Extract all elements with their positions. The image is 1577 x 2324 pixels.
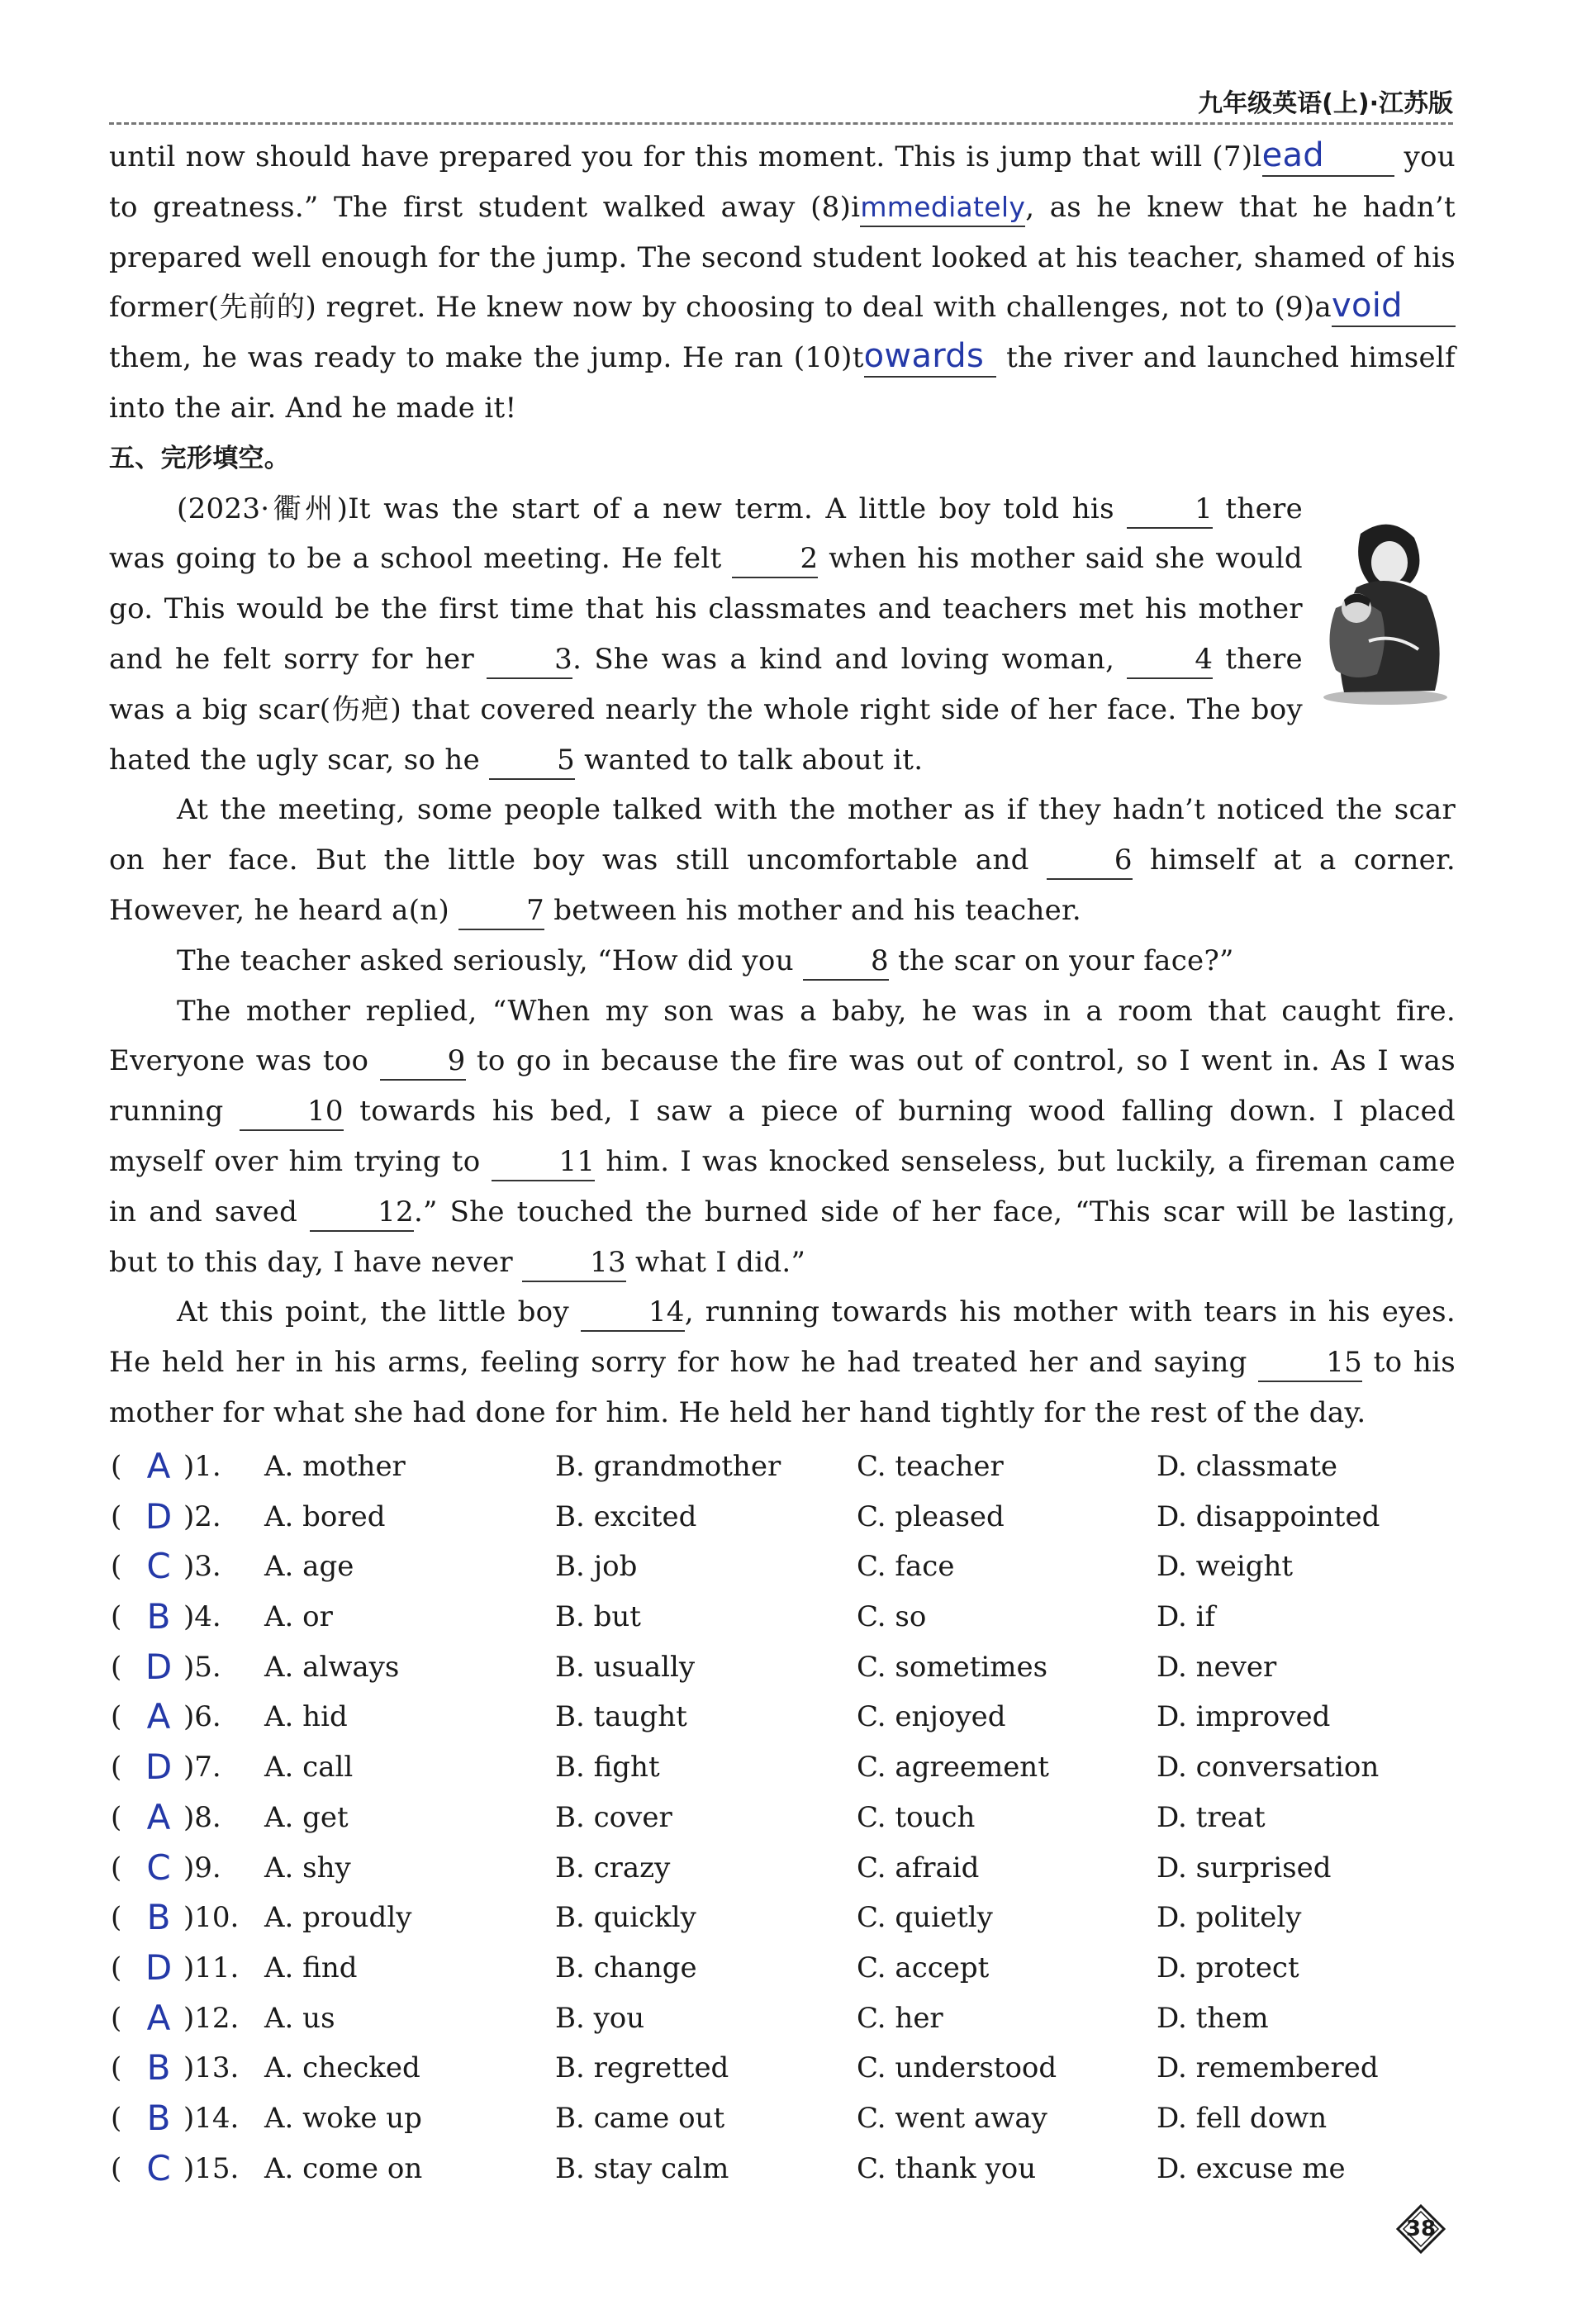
option-c: C. agreement (857, 1751, 1049, 1785)
blank-1: 1 (1127, 491, 1213, 529)
question-number: )4. (183, 1600, 221, 1634)
option-row-3 (109, 1542, 1472, 1592)
cloze-text: wanted to talk about it. (575, 743, 924, 777)
option-row-10 (109, 1893, 1472, 1943)
page-number: 38 (1405, 2217, 1437, 2241)
question-number: )14. (183, 2101, 240, 2135)
blank-5: 5 (489, 742, 575, 780)
option-c: C. understood (857, 2051, 1057, 2085)
blank-6: 6 (1047, 842, 1133, 880)
paren: ( (111, 1851, 122, 1884)
cloze-text: At the meeting, some people talked with the mother as if they hadn’t noticed the scar on her face. But the little boy was still uncomfortable and (109, 793, 1456, 877)
handwritten-answer: mmediately (860, 190, 1026, 223)
option-a: A. call (264, 1751, 354, 1785)
option-d: D. protect (1157, 1951, 1299, 1984)
page-number-badge (1396, 2204, 1446, 2254)
cloze-paragraph-5 (109, 1287, 1456, 1438)
cloze-paragraph-1 (109, 484, 1456, 786)
mother-son-illustration (1311, 517, 1456, 707)
option-a: A. age (264, 1550, 354, 1584)
question-number: )15. (183, 2151, 240, 2185)
paren: ( (111, 1450, 122, 1483)
section-title: 五、完形填空。 (109, 443, 291, 473)
option-b: B. stay calm (555, 2151, 729, 2185)
option-row-13 (109, 2043, 1472, 2094)
paren: ( (111, 2151, 122, 2185)
option-c: C. her (857, 2001, 943, 2035)
question-number: )10. (183, 1901, 240, 1935)
option-row-14 (109, 2094, 1472, 2144)
blank-11: 11 (492, 1143, 596, 1181)
cloze-text: . She was a kind and loving woman, (572, 642, 1128, 676)
option-d: D. surprised (1157, 1851, 1332, 1884)
cloze-text: to his mother for what she had done for him. He held her hand tightly for the rest of the day. (109, 1346, 1456, 1429)
option-a: A. proudly (264, 1901, 412, 1935)
option-a: A. always (264, 1650, 400, 1684)
option-c: C. quietly (857, 1901, 993, 1935)
cloze-text: when his mother said she would go. This would be the first time that his classmates and teachers met his mother and he felt sorry for her (109, 542, 1303, 676)
handwritten-answer: B (146, 1897, 171, 1938)
option-b: B. but (555, 1600, 641, 1634)
option-c: C. teacher (857, 1450, 1004, 1483)
option-d: D. fell down (1157, 2101, 1328, 2135)
question-number: )7. (183, 1751, 221, 1785)
option-c: C. so (857, 1600, 927, 1634)
option-c: C. touch (857, 1800, 976, 1834)
cloze-text: himself at a corner. However, he heard a(n) (109, 844, 1456, 927)
option-d: D. remembered (1157, 2051, 1379, 2085)
handwritten-answer: C (146, 1546, 171, 1587)
cloze-text: there was a big scar(伤疤) that covered nearly the whole right side of her face. The boy hated the ugly scar, so he (109, 642, 1303, 777)
question-number: )11. (183, 1951, 240, 1984)
option-d: D. disappointed (1157, 1499, 1380, 1533)
option-a: A. or (264, 1600, 333, 1634)
option-row-4 (109, 1592, 1472, 1642)
option-a: A. get (264, 1800, 349, 1834)
option-d: D. weight (1157, 1550, 1294, 1584)
handwritten-answer: owards (863, 337, 985, 376)
handwritten-answer: B (146, 1596, 171, 1637)
option-b: B. usually (555, 1650, 696, 1684)
blank-15: 15 (1258, 1344, 1362, 1382)
handwritten-answer: A (146, 1997, 171, 2038)
option-row-2 (109, 1492, 1472, 1542)
option-c: C. went away (857, 2101, 1047, 2135)
cloze-text: The mother replied, “When my son was a baby, he was in a room that caught fire. Everyone was too (109, 994, 1456, 1078)
question-number: )6. (183, 1700, 221, 1734)
passage-text: them, he was ready to make the jump. He ran (10)t (109, 341, 864, 375)
option-d: D. improved (1157, 1700, 1331, 1734)
paren: ( (111, 1800, 122, 1834)
option-c: C. enjoyed (857, 1700, 1006, 1734)
option-c: C. face (857, 1550, 955, 1584)
paren: ( (111, 2001, 122, 2035)
passage-text: until now should have prepared you for this moment. This is jump that will (7)l (109, 140, 1262, 173)
option-row-5 (109, 1642, 1472, 1693)
option-c: C. accept (857, 1951, 990, 1984)
paren: ( (111, 2101, 122, 2135)
blank-14: 14 (581, 1294, 685, 1332)
option-b: B. you (555, 2001, 645, 2035)
option-d: D. them (1157, 2001, 1269, 2035)
passage-text: the river and launched himself into the air. And he made it! (109, 341, 1456, 425)
option-row-11 (109, 1943, 1472, 1994)
cloze-text: The teacher asked seriously, “How did you (177, 943, 803, 977)
cloze-text: At this point, the little boy (177, 1295, 581, 1329)
paren: ( (111, 1700, 122, 1734)
paren: ( (111, 1499, 122, 1533)
option-c: C. thank you (857, 2151, 1037, 2185)
handwritten-answer: D (145, 1495, 173, 1537)
option-row-9 (109, 1843, 1472, 1894)
option-d: D. if (1157, 1600, 1216, 1634)
cloze-text: towards his bed, I saw a piece of burning wood falling down. I placed myself over him trying to (109, 1095, 1456, 1178)
paren: ( (111, 1901, 122, 1935)
option-row-15 (109, 2144, 1472, 2194)
option-c: C. sometimes (857, 1650, 1048, 1684)
handwritten-answer: C (146, 1846, 171, 1888)
book-title: 九年级英语(上)·江苏版 (1198, 89, 1453, 118)
option-b: B. taught (555, 1700, 687, 1734)
handwritten-answer: D (145, 1646, 173, 1687)
paren: ( (111, 1951, 122, 1984)
passage-continuation (109, 132, 1456, 434)
option-row-8 (109, 1793, 1472, 1843)
paren: ( (111, 2051, 122, 2085)
handwritten-answer: D (145, 1946, 173, 1988)
question-number: )2. (183, 1499, 221, 1533)
blank-8-cloze: 8 (803, 943, 889, 981)
question-number: )8. (183, 1800, 221, 1834)
option-a: A. hid (264, 1700, 348, 1734)
blank-12: 12 (310, 1194, 414, 1232)
option-b: B. fight (555, 1751, 660, 1785)
option-row-1 (109, 1442, 1472, 1492)
option-b: B. crazy (555, 1851, 671, 1884)
cloze-text: there was going to be a school meeting. He felt (109, 492, 1303, 576)
blank-7 (1262, 137, 1394, 177)
option-b: B. job (555, 1550, 638, 1584)
paren: ( (111, 1650, 122, 1684)
option-row-6 (109, 1692, 1472, 1742)
option-b: B. grandmother (555, 1450, 781, 1483)
option-c: C. afraid (857, 1851, 980, 1884)
paren: ( (111, 1600, 122, 1634)
blank-9-cloze: 9 (380, 1043, 466, 1081)
cloze-paragraph-4 (109, 986, 1456, 1288)
handwritten-answer: void (1332, 287, 1403, 326)
blank-8 (860, 189, 1025, 227)
option-c: C. pleased (857, 1499, 1005, 1533)
option-row-12 (109, 1994, 1472, 2044)
handwritten-answer: C (146, 2147, 171, 2189)
paren: ( (111, 1751, 122, 1785)
option-a: A. find (264, 1951, 358, 1984)
option-b: B. came out (555, 2101, 725, 2135)
cloze-text: the scar on your face?” (888, 943, 1234, 977)
option-b: B. cover (555, 1800, 672, 1834)
option-d: D. conversation (1157, 1751, 1380, 1785)
option-a: A. checked (264, 2051, 420, 2085)
question-number: )3. (183, 1550, 221, 1584)
option-a: A. bored (264, 1499, 386, 1533)
cloze-text: , running towards his mother with tears in his eyes. He held her in his arms, feeling sorry for how he had treated her and saying (109, 1295, 1456, 1380)
handwritten-answer: D (145, 1747, 173, 1788)
option-row-7 (109, 1742, 1472, 1793)
passage-text: , as he knew that he hadn’t prepared well enough for the jump. The second student looked at his teacher, shamed of his former(先前的) regret. He knew now by choosing to deal with challenges, not to (9)a (109, 190, 1456, 325)
blank-10-cloze: 10 (240, 1093, 344, 1131)
cloze-text: to go in because the fire was out of control, so I went in. As I was running (109, 1044, 1456, 1129)
blank-2: 2 (732, 540, 818, 578)
option-b: B. excited (555, 1499, 697, 1533)
cloze-text: him. I was knocked senseless, but luckily, a fireman came in and saved (109, 1144, 1456, 1229)
handwritten-answer: ead (1261, 136, 1324, 174)
option-b: B. quickly (555, 1901, 696, 1935)
question-number: )9. (183, 1851, 221, 1884)
paren: ( (111, 1550, 122, 1584)
blank-9 (1332, 288, 1456, 327)
question-number: )12. (183, 2001, 240, 2035)
option-a: A. mother (264, 1450, 406, 1483)
question-number: )1. (183, 1450, 221, 1483)
option-a: A. us (264, 2001, 335, 2035)
option-a: A. come on (264, 2151, 423, 2185)
handwritten-answer: B (146, 2097, 171, 2138)
option-d: D. excuse me (1157, 2151, 1346, 2185)
cloze-text: .” She touched the burned side of her face, “This scar will be lasting, but to this day, I have never (109, 1195, 1456, 1279)
handwritten-answer: A (146, 1696, 171, 1737)
blank-4: 4 (1127, 641, 1213, 679)
option-a: A. woke up (264, 2101, 422, 2135)
header-divider (109, 122, 1453, 125)
handwritten-answer: A (146, 1796, 171, 1837)
cloze-text: (2023·衢州)It was the start of a new term. A little boy told his (177, 492, 1128, 525)
blank-10 (864, 338, 996, 378)
option-a: A. shy (264, 1851, 351, 1884)
options-list (109, 1442, 1472, 2193)
blank-13: 13 (522, 1244, 626, 1282)
handwritten-answer: A (146, 1446, 171, 1486)
option-d: D. never (1157, 1650, 1277, 1684)
option-d: D. classmate (1157, 1450, 1338, 1483)
passage-text: you to greatness.” The first student walked away (8)i (109, 140, 1456, 224)
cloze-passage (109, 484, 1456, 786)
blank-7-cloze: 7 (458, 892, 544, 930)
cloze-paragraph-3 (109, 936, 1456, 986)
option-b: B. regretted (555, 2051, 729, 2085)
cloze-paragraph-2 (109, 785, 1456, 935)
question-number: )13. (183, 2051, 240, 2085)
blank-3: 3 (487, 641, 572, 679)
handwritten-answer: B (146, 2047, 171, 2089)
option-d: D. politely (1157, 1901, 1302, 1935)
option-d: D. treat (1157, 1800, 1266, 1834)
cloze-text: between his mother and his teacher. (544, 893, 1081, 927)
page-body (109, 132, 1456, 1438)
cloze-text: what I did.” (625, 1245, 806, 1279)
question-number: )5. (183, 1650, 221, 1684)
option-b: B. change (555, 1951, 697, 1984)
